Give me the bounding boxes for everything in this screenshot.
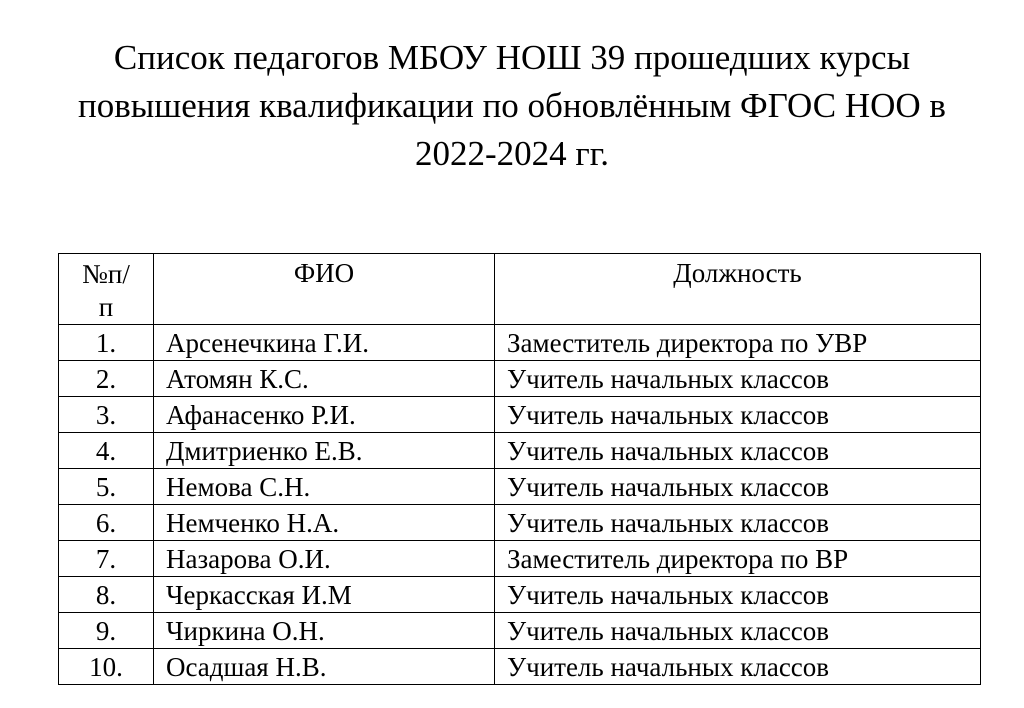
- staff-table-body: [59, 325, 981, 685]
- row-position-cell: Учитель начальных классов: [495, 505, 981, 541]
- row-number-cell: 2.: [59, 361, 154, 397]
- table-row: [59, 469, 981, 505]
- document-title: [0, 34, 1024, 178]
- row-position-cell: Учитель начальных классов: [495, 577, 981, 613]
- row-name-cell: Чиркина О.Н.: [154, 613, 495, 649]
- row-name-cell: Атомян К.С.: [154, 361, 495, 397]
- table-row: [59, 649, 981, 685]
- document-title-line-2: повышения квалификации по обновлённым ФГОС НОО в: [78, 86, 946, 125]
- table-row: [59, 577, 981, 613]
- table-row: [59, 397, 981, 433]
- row-name-cell: Арсенечкина Г.И.: [154, 325, 495, 361]
- row-position-cell: Учитель начальных классов: [495, 433, 981, 469]
- row-number-cell: 10.: [59, 649, 154, 685]
- row-name-cell: Афанасенко Р.И.: [154, 397, 495, 433]
- row-number-cell: 1.: [59, 325, 154, 361]
- header-row: [59, 254, 981, 325]
- row-number-cell: 4.: [59, 433, 154, 469]
- row-position-cell: Заместитель директора по ВР: [495, 541, 981, 577]
- row-number-cell: 6.: [59, 505, 154, 541]
- table-row: [59, 613, 981, 649]
- table-row: [59, 325, 981, 361]
- row-name-cell: Немова С.Н.: [154, 469, 495, 505]
- header-number: [59, 254, 154, 325]
- row-number-cell: 7.: [59, 541, 154, 577]
- row-position-cell: Учитель начальных классов: [495, 613, 981, 649]
- row-position-cell: Учитель начальных классов: [495, 469, 981, 505]
- staff-table: [58, 253, 981, 685]
- row-name-cell: Черкасская И.М: [154, 577, 495, 613]
- row-number-cell: 5.: [59, 469, 154, 505]
- table-row: [59, 541, 981, 577]
- row-number-cell: 9.: [59, 613, 154, 649]
- header-name: ФИО: [154, 254, 495, 325]
- row-name-cell: Назарова О.И.: [154, 541, 495, 577]
- staff-table-header: [59, 254, 981, 325]
- row-position-cell: Заместитель директора по УВР: [495, 325, 981, 361]
- row-position-cell: Учитель начальных классов: [495, 649, 981, 685]
- document-title-line-3: 2022-2024 гг.: [415, 134, 609, 173]
- row-number-cell: 8.: [59, 577, 154, 613]
- table-row: [59, 505, 981, 541]
- row-name-cell: Осадшая Н.В.: [154, 649, 495, 685]
- row-position-cell: Учитель начальных классов: [495, 361, 981, 397]
- row-position-cell: Учитель начальных классов: [495, 397, 981, 433]
- table-row: [59, 361, 981, 397]
- table-row: [59, 433, 981, 469]
- header-number-line-2: п: [98, 292, 114, 322]
- row-name-cell: Дмитриенко Е.В.: [154, 433, 495, 469]
- row-name-cell: Немченко Н.А.: [154, 505, 495, 541]
- header-number-line-1: №п/: [82, 259, 130, 289]
- document-title-line-1: Список педагогов МБОУ НОШ 39 прошедших курсы: [113, 38, 911, 77]
- header-position: Должность: [495, 254, 981, 325]
- row-number-cell: 3.: [59, 397, 154, 433]
